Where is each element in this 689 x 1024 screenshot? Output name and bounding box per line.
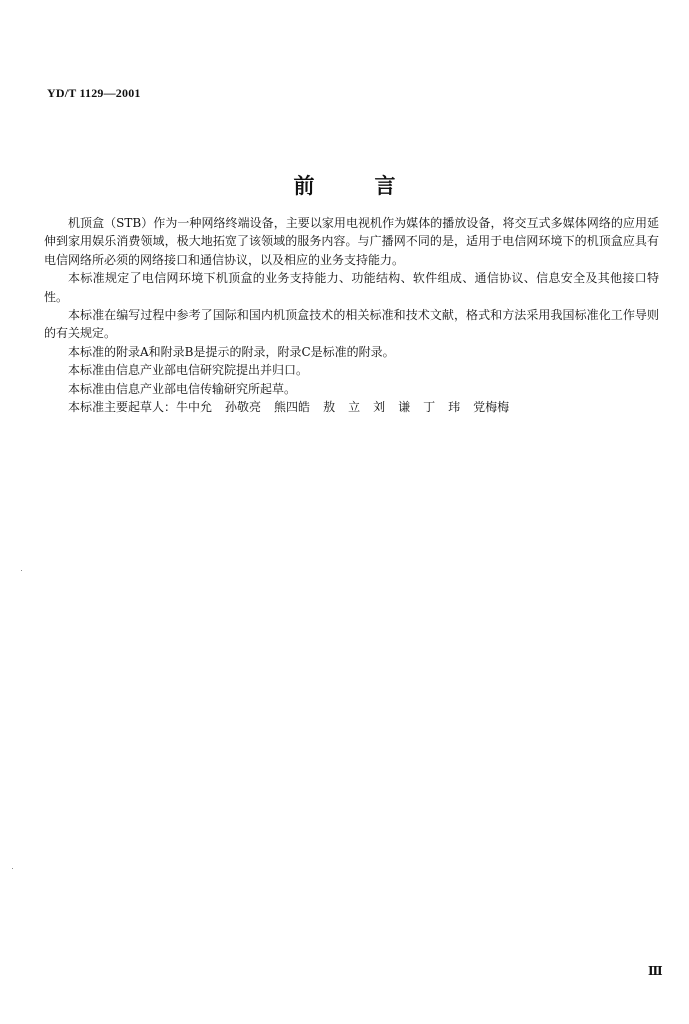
scan-speck (12, 868, 13, 869)
drafter-name: 谦 (398, 400, 411, 415)
drafter-name: 刘 (373, 400, 386, 415)
drafter-name: 熊四皓 (274, 400, 311, 415)
scan-speck (21, 570, 22, 571)
drafter-name: 党梅梅 (473, 400, 510, 415)
paragraph-drafters (44, 398, 659, 416)
drafter-name: 玮 (448, 400, 461, 415)
page-title: 前言 (293, 174, 456, 198)
drafter-name: 丁 (423, 400, 436, 415)
drafter-name: 敖 (323, 400, 336, 415)
drafter-name: 孙敬亮 (225, 400, 262, 415)
page-number: Ⅲ (648, 964, 663, 978)
drafter-name: 牛中允 (176, 400, 213, 415)
paragraph-drafting-unit: 本标准由信息产业部电信传输研究所起草。 (68, 381, 297, 396)
paragraph-intro: 机顶盒（STB）作为一种网络终端设备，主要以家用电视机作为媒体的播放设备，将交互式多媒体网络的应用延伸到家用娱乐消费领域，极大地拓宽了该领域的服务内容。与广播网不同的是，适用于电信网环境下的机顶盒应具有电信网络所必须的网络接口和通信协议，以及相应的业务支持能力。 (44, 216, 659, 267)
drafter-name: 立 (348, 400, 361, 415)
preface-body (44, 214, 659, 416)
drafters-label: 本标准主要起草人： (68, 400, 177, 415)
paragraph-references: 本标准在编写过程中参考了国际和国内机顶盒技术的相关标准和技术文献，格式和方法采用我国标准化工作导则的有关规定。 (44, 308, 659, 341)
paragraph-proposer: 本标准由信息产业部电信研究院提出并归口。 (68, 363, 309, 378)
document-code: YD/T 1129—2001 (47, 86, 141, 100)
paragraph-appendices: 本标准的附录A和附录B是提示的附录，附录C是标准的附录。 (68, 344, 395, 359)
paragraph-scope: 本标准规定了电信网环境下机顶盒的业务支持能力、功能结构、软件组成、通信协议、信息安全及其他接口特性。 (44, 271, 659, 304)
